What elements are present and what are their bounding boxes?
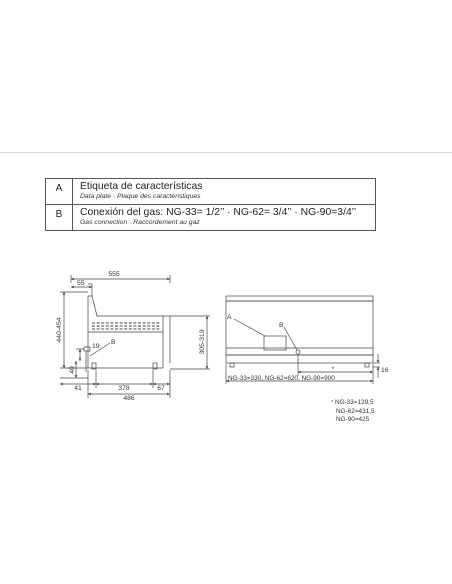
dim-asterisk: *	[331, 366, 335, 373]
footnote	[331, 399, 375, 425]
dim-right-offset: 67	[157, 385, 165, 392]
legend-subtitle: Data plate · Plaque des caractéristiques	[80, 193, 201, 200]
legend-title: Etiqueta de características	[80, 181, 203, 192]
footnote-line: NG-90=425	[336, 416, 370, 424]
dim-left-offset: 41	[74, 385, 82, 392]
legend-title: Conexión del gas: NG-33= 1/2’’ · NG-62= 3/4’’ · NG-90=3/4’’	[80, 207, 357, 218]
dim-top-offset: 55	[77, 280, 85, 287]
data-plate-label: A	[227, 314, 232, 321]
dim-body-height: 305-319	[199, 329, 206, 355]
dim-side: 16	[381, 367, 389, 374]
dim-gas-height: 19	[92, 343, 100, 350]
footnote-line: NG-62=431,5	[336, 407, 375, 415]
dim-width: 555	[108, 271, 120, 278]
legend-subtitle: Gas connection · Raccordement au gaz	[80, 219, 200, 226]
dim-foot-span: 378	[118, 385, 130, 392]
dim-base-width: 486	[123, 395, 135, 402]
footnote-marker: *	[331, 400, 333, 406]
front-view	[226, 296, 380, 384]
gas-connection-label: B	[279, 322, 284, 329]
dim-widths: NG-33=330, NG-62=620, NG-90=900	[228, 375, 335, 382]
side-view-labels	[56, 271, 206, 402]
dim-height: 440-454	[56, 317, 63, 343]
legend-key: A	[46, 179, 73, 205]
gas-connection-label: B	[111, 339, 116, 346]
legend-key: B	[46, 205, 73, 231]
dim-foot-height: 40	[69, 366, 76, 374]
side-view	[60, 275, 210, 398]
footnote-line: NG-33=139,5	[334, 399, 374, 406]
